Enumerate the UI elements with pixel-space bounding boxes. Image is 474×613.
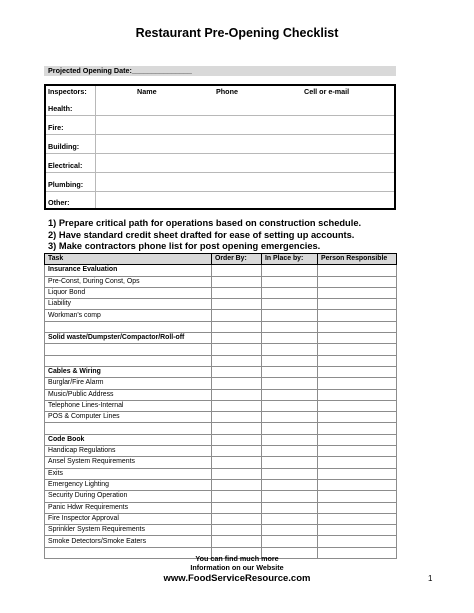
order-by-cell — [212, 287, 262, 298]
task-row — [45, 378, 397, 389]
in-place-by-cell — [262, 446, 318, 457]
projected-opening-bar — [44, 66, 396, 76]
in-place-by-cell — [262, 299, 318, 310]
section-row — [45, 366, 397, 377]
order-by-cell — [212, 479, 262, 490]
person-responsible-cell — [318, 412, 397, 423]
projected-opening-label: Projected Opening Date:_______________ — [48, 66, 192, 75]
name-header: Name — [137, 87, 157, 96]
task-table-header — [45, 254, 397, 265]
task-cell: Ansel System Requirements — [45, 457, 212, 468]
inspector-row-health — [46, 97, 394, 116]
page-title: Restaurant Pre-Opening Checklist — [135, 26, 339, 40]
task-row — [45, 344, 397, 355]
order-by-cell — [212, 446, 262, 457]
in-place-by-cell — [262, 287, 318, 298]
task-row — [45, 287, 397, 298]
order-by-cell — [212, 276, 262, 287]
task-row — [45, 525, 397, 536]
order-by-cell — [212, 434, 262, 445]
person-responsible-cell — [318, 333, 397, 344]
order-by-cell — [212, 366, 262, 377]
order-by-cell — [212, 389, 262, 400]
task-row — [45, 310, 397, 321]
in-place-by-cell — [262, 333, 318, 344]
order-by-cell — [212, 321, 262, 332]
order-by-cell — [212, 400, 262, 411]
person-responsible-cell — [318, 310, 397, 321]
in-place-by-cell — [262, 457, 318, 468]
person-responsible-cell — [318, 366, 397, 377]
section-row — [45, 265, 397, 276]
in-place-by-cell — [262, 536, 318, 547]
in-place-by-cell — [262, 412, 318, 423]
task-cell: Exits — [45, 468, 212, 479]
task-cell — [45, 344, 212, 355]
task-row — [45, 446, 397, 457]
task-row — [45, 491, 397, 502]
task-cell — [45, 423, 212, 434]
task-table — [44, 253, 397, 559]
order-by-cell — [212, 513, 262, 524]
inspector-label: Health: — [48, 104, 73, 113]
footer-website: www.FoodServiceResource.com — [163, 573, 311, 584]
in-place-by-cell — [262, 355, 318, 366]
person-responsible-cell — [318, 389, 397, 400]
task-cell: POS & Computer Lines — [45, 412, 212, 423]
order-by-cell — [212, 378, 262, 389]
person-responsible-header: Person Responsible — [318, 254, 397, 265]
order-by-cell — [212, 355, 262, 366]
task-row — [45, 400, 397, 411]
person-responsible-cell — [318, 378, 397, 389]
task-row — [45, 389, 397, 400]
inspector-label: Other: — [48, 198, 70, 207]
person-responsible-cell — [318, 457, 397, 468]
footer-line-2: Information on our Website — [190, 563, 284, 572]
in-place-by-cell — [262, 468, 318, 479]
in-place-by-cell — [262, 525, 318, 536]
person-responsible-cell — [318, 344, 397, 355]
in-place-by-cell — [262, 513, 318, 524]
task-row — [45, 502, 397, 513]
in-place-by-cell — [262, 276, 318, 287]
person-responsible-cell — [318, 434, 397, 445]
order-by-cell — [212, 310, 262, 321]
task-cell: Pre-Const, During Const, Ops — [45, 276, 212, 287]
order-by-cell — [212, 468, 262, 479]
inspector-label: Electrical: — [48, 161, 83, 170]
task-row — [45, 276, 397, 287]
task-row — [45, 299, 397, 310]
task-cell: Smoke Detectors/Smoke Eaters — [45, 536, 212, 547]
in-place-by-cell — [262, 389, 318, 400]
task-cell: Solid waste/Dumpster/Compactor/Roll-off — [45, 333, 212, 344]
instruction-3: 3) Make contractors phone list for post opening emergencies. — [48, 241, 321, 251]
task-row — [45, 423, 397, 434]
task-cell: Emergency Lighting — [45, 479, 212, 490]
order-by-cell — [212, 457, 262, 468]
in-place-by-header: In Place by: — [262, 254, 318, 265]
task-cell: Code Book — [45, 434, 212, 445]
in-place-by-cell — [262, 321, 318, 332]
order-by-cell — [212, 423, 262, 434]
person-responsible-cell — [318, 276, 397, 287]
in-place-by-cell — [262, 434, 318, 445]
in-place-by-cell — [262, 310, 318, 321]
task-row — [45, 355, 397, 366]
person-responsible-cell — [318, 355, 397, 366]
footer-line-1: You can find much more — [195, 554, 279, 563]
inspector-row-fire — [46, 116, 394, 135]
order-by-header: Order By: — [212, 254, 262, 265]
person-responsible-cell — [318, 265, 397, 276]
in-place-by-cell — [262, 344, 318, 355]
task-cell: Workman's comp — [45, 310, 212, 321]
inspector-row-electrical — [46, 154, 394, 173]
order-by-cell — [212, 412, 262, 423]
person-responsible-cell — [318, 321, 397, 332]
task-cell: Liquor Bond — [45, 287, 212, 298]
task-cell: Handicap Regulations — [45, 446, 212, 457]
instruction-1: 1) Prepare critical path for operations based on construction schedule. — [48, 218, 362, 228]
in-place-by-cell — [262, 265, 318, 276]
order-by-cell — [212, 502, 262, 513]
order-by-cell — [212, 299, 262, 310]
person-responsible-cell — [318, 479, 397, 490]
inspector-label: Plumbing: — [48, 180, 84, 189]
task-cell: Music/Public Address — [45, 389, 212, 400]
in-place-by-cell — [262, 378, 318, 389]
page-number: 1 — [428, 574, 433, 583]
person-responsible-cell — [318, 525, 397, 536]
task-header: Task — [45, 254, 212, 265]
task-cell: Insurance Evaluation — [45, 265, 212, 276]
task-row — [45, 412, 397, 423]
inspector-label: Building: — [48, 142, 80, 151]
in-place-by-cell — [262, 502, 318, 513]
task-row — [45, 321, 397, 332]
in-place-by-cell — [262, 479, 318, 490]
task-cell: Sprinkler System Requirements — [45, 525, 212, 536]
person-responsible-cell — [318, 400, 397, 411]
person-responsible-cell — [318, 423, 397, 434]
order-by-cell — [212, 525, 262, 536]
in-place-by-cell — [262, 491, 318, 502]
order-by-cell — [212, 536, 262, 547]
inspector-label: Fire: — [48, 123, 64, 132]
inspector-row-building — [46, 135, 394, 154]
in-place-by-cell — [262, 400, 318, 411]
person-responsible-cell — [318, 287, 397, 298]
person-responsible-cell — [318, 446, 397, 457]
person-responsible-cell — [318, 536, 397, 547]
in-place-by-cell — [262, 423, 318, 434]
task-row — [45, 479, 397, 490]
order-by-cell — [212, 491, 262, 502]
task-cell: Panic Hdwr Requirements — [45, 502, 212, 513]
person-responsible-cell — [318, 468, 397, 479]
task-cell: Liability — [45, 299, 212, 310]
task-cell: Telephone Lines-Internal — [45, 400, 212, 411]
order-by-cell — [212, 344, 262, 355]
phone-header: Phone — [216, 87, 238, 96]
task-row — [45, 536, 397, 547]
task-cell: Security During Operation — [45, 491, 212, 502]
task-cell: Burglar/Fire Alarm — [45, 378, 212, 389]
task-row — [45, 457, 397, 468]
task-row — [45, 468, 397, 479]
task-cell — [45, 355, 212, 366]
inspectors-header: Inspectors: — [48, 87, 87, 96]
person-responsible-cell — [318, 513, 397, 524]
instruction-2: 2) Have standard credit sheet drafted for ease of setting up accounts. — [48, 230, 355, 240]
inspectors-table — [44, 84, 396, 210]
section-row — [45, 333, 397, 344]
inspector-row-other — [46, 190, 394, 209]
task-row — [45, 513, 397, 524]
in-place-by-cell — [262, 366, 318, 377]
order-by-cell — [212, 265, 262, 276]
task-cell: Cables & Wiring — [45, 366, 212, 377]
person-responsible-cell — [318, 502, 397, 513]
person-responsible-cell — [318, 299, 397, 310]
task-cell: Fire Inspector Approval — [45, 513, 212, 524]
person-responsible-cell — [318, 491, 397, 502]
task-cell — [45, 321, 212, 332]
cell-email-header: Cell or e-mail — [304, 87, 350, 96]
order-by-cell — [212, 333, 262, 344]
section-row — [45, 434, 397, 445]
